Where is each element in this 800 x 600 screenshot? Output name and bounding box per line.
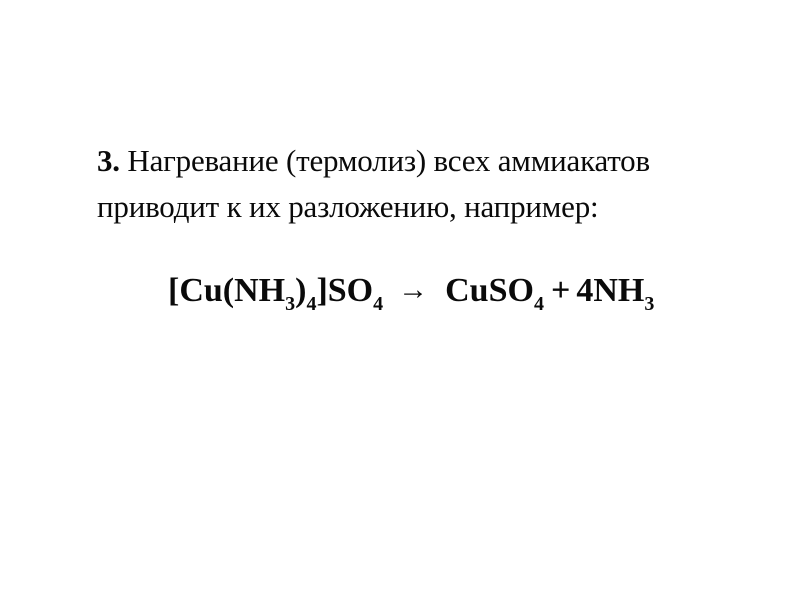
subscript-so4-left: 4	[373, 293, 384, 315]
reactant-sulfate: ]SO	[316, 272, 374, 309]
reactant-paren: )	[295, 272, 307, 309]
statement-number: 3.	[97, 143, 120, 178]
plus-sign: +	[550, 272, 571, 309]
subscript-nh3-right: 3	[644, 293, 655, 315]
statement-line2	[97, 184, 737, 230]
statement-line2-text: приводит к их разложению, например:	[97, 189, 599, 224]
reactant-text: [Cu(NH	[168, 272, 286, 309]
subscript-nh3: 3	[285, 293, 296, 315]
statement-paragraph	[97, 138, 737, 230]
reaction-arrow-icon: →	[398, 273, 429, 306]
equation-products	[445, 272, 655, 315]
equation-reactant	[168, 272, 384, 315]
chemical-equation	[168, 271, 655, 315]
product-nh3: 4NH	[576, 272, 645, 309]
statement-line1-text: Нагревание (термолиз) всех аммиакатов	[119, 143, 650, 178]
subscript-coordination-4: 4	[306, 293, 317, 315]
statement-line1	[97, 138, 737, 184]
subscript-so4-right: 4	[533, 293, 544, 315]
product-cuso4: CuSO	[445, 272, 534, 309]
